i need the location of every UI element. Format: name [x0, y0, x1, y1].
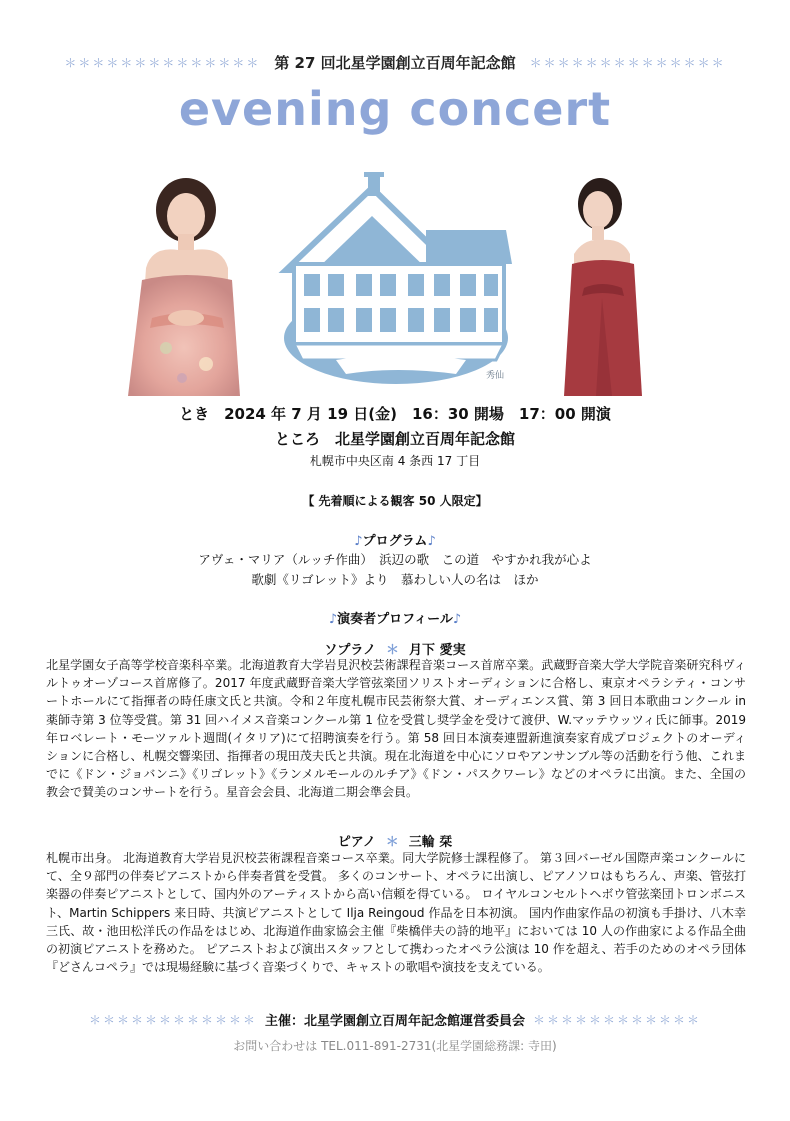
soprano-biography: 北星学園女子高等学校音楽科卒業。北海道教育大学岩見沢校芸術課程音楽コース首席卒業。武蔵野音楽大学大学院音楽研究科ヴィルトゥオーゾコース首席修了。2017 年度武蔵野音楽大学管弦楽団ソリストオーディションに合格し、東京オペラシティ・コンサートホールにて指揮者の時任康文氏と共演。令和２年度札幌市民芸術祭大賞、オーディエンス賞、第 3 回日本歌曲コンクール in 薬師寺第 3 位等受賞。第 31 回ハイメス音楽コンクール第 1 位を受賞し奨学金を受けて渡伊、W.マッテウッツィ氏に師事。2019 年ロベレート・モーツァルト週間(イタリア)にて招聘演奏を行う。第 58 回日本演奏連盟新進演奏家育成プロジェクトのオーディションに合格し、札幌交響楽団、指揮者の現田茂夫氏と共演。現在北海道を中心にソロやアンサンブル等の活動を行う他、これまでに《ドン・ジョバンニ》《リゴレット》《ランメルモールのルチア》《ドン・パスクワーレ》などのオペラに出演。また、全国の教会で賛美のコンサートを行う。星音会会員、北海道二期会準会員。: [46, 658, 746, 800]
profile-heading: ♪演奏者プロフィール♪: [328, 612, 462, 627]
soprano-name: 月下 愛実: [409, 643, 466, 658]
pianist-photo: [556, 168, 648, 396]
event-date-time: とき 2024 年 7 月 19 日(金) 16：30 開場 17：00 開演: [179, 405, 611, 423]
music-note-icon: ♪: [452, 612, 462, 627]
artist-signature: 秀仙: [486, 371, 505, 381]
music-note-icon: ♪: [328, 612, 338, 627]
contact-info: お問い合わせは TEL.011-891-2731(北星学園総務課: 寺田): [233, 1039, 557, 1053]
decorative-stars-right: ＊＊＊＊＊＊＊＊＊＊＊＊: [533, 1012, 702, 1027]
pianist-name: 三輪 栞: [408, 835, 453, 850]
soprano-role: ソプラノ: [324, 643, 377, 658]
separator-asterisk: ＊: [385, 835, 399, 850]
music-note-icon: ♪: [354, 534, 363, 549]
program-heading: ♪プログラム♪: [354, 534, 436, 549]
hall-illustration: [276, 160, 516, 390]
separator-asterisk: ＊: [386, 643, 400, 658]
organizer-row: [0, 1010, 790, 1028]
header-row: [0, 52, 790, 72]
decorative-stars-right: ＊＊＊＊＊＊＊＊＊＊＊＊＊＊: [529, 55, 726, 70]
pianist-role: ピアノ: [337, 835, 376, 850]
decorative-stars-left: ＊＊＊＊＊＊＊＊＊＊＊＊＊＊: [64, 55, 261, 70]
decorative-stars-left: ＊＊＊＊＊＊＊＊＊＊＊＊: [88, 1012, 257, 1027]
organizer: 主催：北星学園創立百周年記念館運営委員会: [264, 1013, 525, 1029]
main-title: evening concert: [178, 82, 612, 136]
event-address: 札幌市中央区南 4 条西 17 丁目: [309, 454, 481, 468]
soprano-photo: [122, 168, 250, 396]
program-line-2: 歌劇《リゴレット》より 慕わしい人の名は ほか: [251, 572, 539, 587]
audience-limit-note: 【 先着順による観客 50 人限定】: [302, 494, 488, 508]
event-place: ところ 北星学園創立百周年記念館: [274, 430, 515, 448]
program-line-1: アヴェ・マリア（ルッチ作曲） 浜辺の歌 この道 やすかれ我が心よ: [198, 552, 592, 567]
music-note-icon: ♪: [427, 534, 436, 549]
venue-title: 第 27 回北星学園創立百周年記念館: [274, 53, 516, 72]
pianist-heading: [0, 831, 790, 850]
pianist-biography: 札幌市出身。 北海道教育大学岩見沢校芸術課程音楽コース卒業。同大学院修士課程修了。 第３回バーゼル国際声楽コンクールにて、全９部門の伴奏ピアニストから伴奏者賞を受賞。 多くのコンサート、オペラに出演し、ピアノソロはもちろん、声楽、管弦打楽器の伴奏ピアニストとして、国内外のアーティストから高い信頼を得ている。 ロイヤルコンセルトヘボウ管弦楽団トロンボニスト、Martin Schippers 来日時、共演ピアニストとして Ilja Reingoud 作品を日本初演。 国内作曲家作品の初演も手掛け、八木幸三氏、故・池田松洋氏の作品をはじめ、北海道作曲家協会主催『柴橋伴夫の詩的地平』においては 10 人の作曲家による作品全曲の初演ピアニストを務めた。 ピアニストおよび演出スタッフとして携わったオペラ公演は 10 作を超え、若手のためのオペラ団体『どさんコペラ』では現場経験に基づく音楽づくりで、キャストの歌唱や演技を支えている。: [46, 851, 746, 975]
